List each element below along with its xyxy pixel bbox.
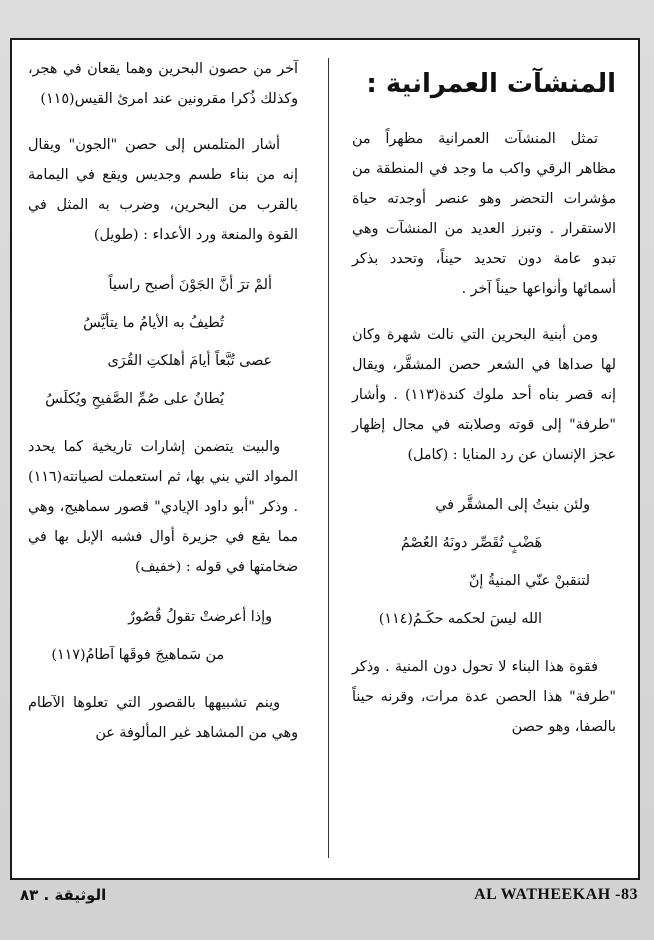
right-column: [352, 54, 616, 868]
column-divider: [328, 58, 329, 858]
verse-line: وإذا أعرضتْ تقولُ قُصُورٌ: [128, 609, 272, 625]
verse-line: ألمْ ترَ أنَّ الجَوْنَ أصبح راسياً: [108, 277, 272, 293]
paragraph: تمثل المنشآت العمرانية مظهراً من مظاهر الرقي واكب ما وجد في المنطقة من مؤشرات التحضر وهو عنصر أوجدته حياة الاستقرار . وتبرز العديد من المنشآت وهي تبدو عامة دون تحديد حيناً، وتحدد بذكر أسمائها وأنواعها حيناً آخر .: [352, 131, 616, 297]
verse-line: ولئن بنيتُ إلى المشقَّر في: [435, 497, 590, 513]
section-title: المنشآت العمرانية :: [366, 69, 616, 99]
paragraph: آخر من حصون البحرين وهما يقعان في هجر، وكذلك ذُكرا مقرونين عند امرئ القيس(١١٥): [28, 61, 298, 107]
poem-verses: [352, 486, 616, 638]
page-frame: [10, 38, 640, 880]
paragraph: ومن أبنية البحرين التي نالت شهرة وكان لها صداها في الشعر حصن المشقَّر، ويقال إنه قصر بناه أحد ملوك كندة(١١٣) . وأشار "طرفة" إلى قوته وصلابته في مجال إظهار عجز الإنسان عن رد المنايا : (كامل): [352, 327, 617, 463]
verse-line: الله ليسَ لحكمه حكَـمُ(١١٤): [378, 611, 542, 627]
poem-verses: [28, 598, 298, 674]
paragraph: أشار المتلمس إلى حصن "الجون" ويقال إنه من بناء طسم وجديس ويقع في اليمامة بالقرب من البحرين، وضرب به المثل في القوة والمنعة ورد الأعداء : (طويل): [28, 137, 298, 243]
verse-line: تُطيفُ به الأيامُ ما يتأيَّسُ: [83, 315, 224, 331]
left-column: [28, 54, 298, 868]
poem-verses: [28, 266, 298, 418]
footer-journal-name: AL WATHEEKAH -83: [474, 886, 638, 903]
verse-line: لتنقبنْ عنّي المنيةُ إنّ: [468, 573, 590, 589]
verse-line: يُطانُ على صُمِّ الصَّفيحِ ويُكلَسُ: [45, 391, 224, 407]
verse-line: من سَماهيجَ فوقَها آطامُ(١١٧): [51, 647, 224, 663]
paragraph: والبيت يتضمن إشارات تاريخية كما يحدد المواد التي بني بها، ثم استعملت لصيانته(١١٦) . وذكر "أبو داود الإيادي" قصور سماهيج، وهي مما يقع في جزيرة أوال فشبه الإبل بها في ضخامتها في قوله : (خفيف): [28, 439, 298, 575]
paragraph: فقوة هذا البناء لا تحول دون المنية . وذكر "طرفة" هذا الحصن عدة مرات، وقرنه حيناً بالصفا، وهو حصن: [352, 659, 616, 735]
footer-page-number-arabic: الوثيقة . ٨٣: [20, 886, 107, 904]
verse-line: عصى تُبَّعاً أيامَ أهلكتِ القُرَى: [107, 353, 272, 369]
page-footer: [0, 884, 654, 910]
paragraph: وينم تشبيهها بالقصور التي تعلوها الآطام وهي من المشاهد غير المألوفة عن: [28, 695, 298, 741]
verse-line: هَضْبٍ تُقَصِّر دونَهُ العُصْمُ: [400, 535, 542, 551]
